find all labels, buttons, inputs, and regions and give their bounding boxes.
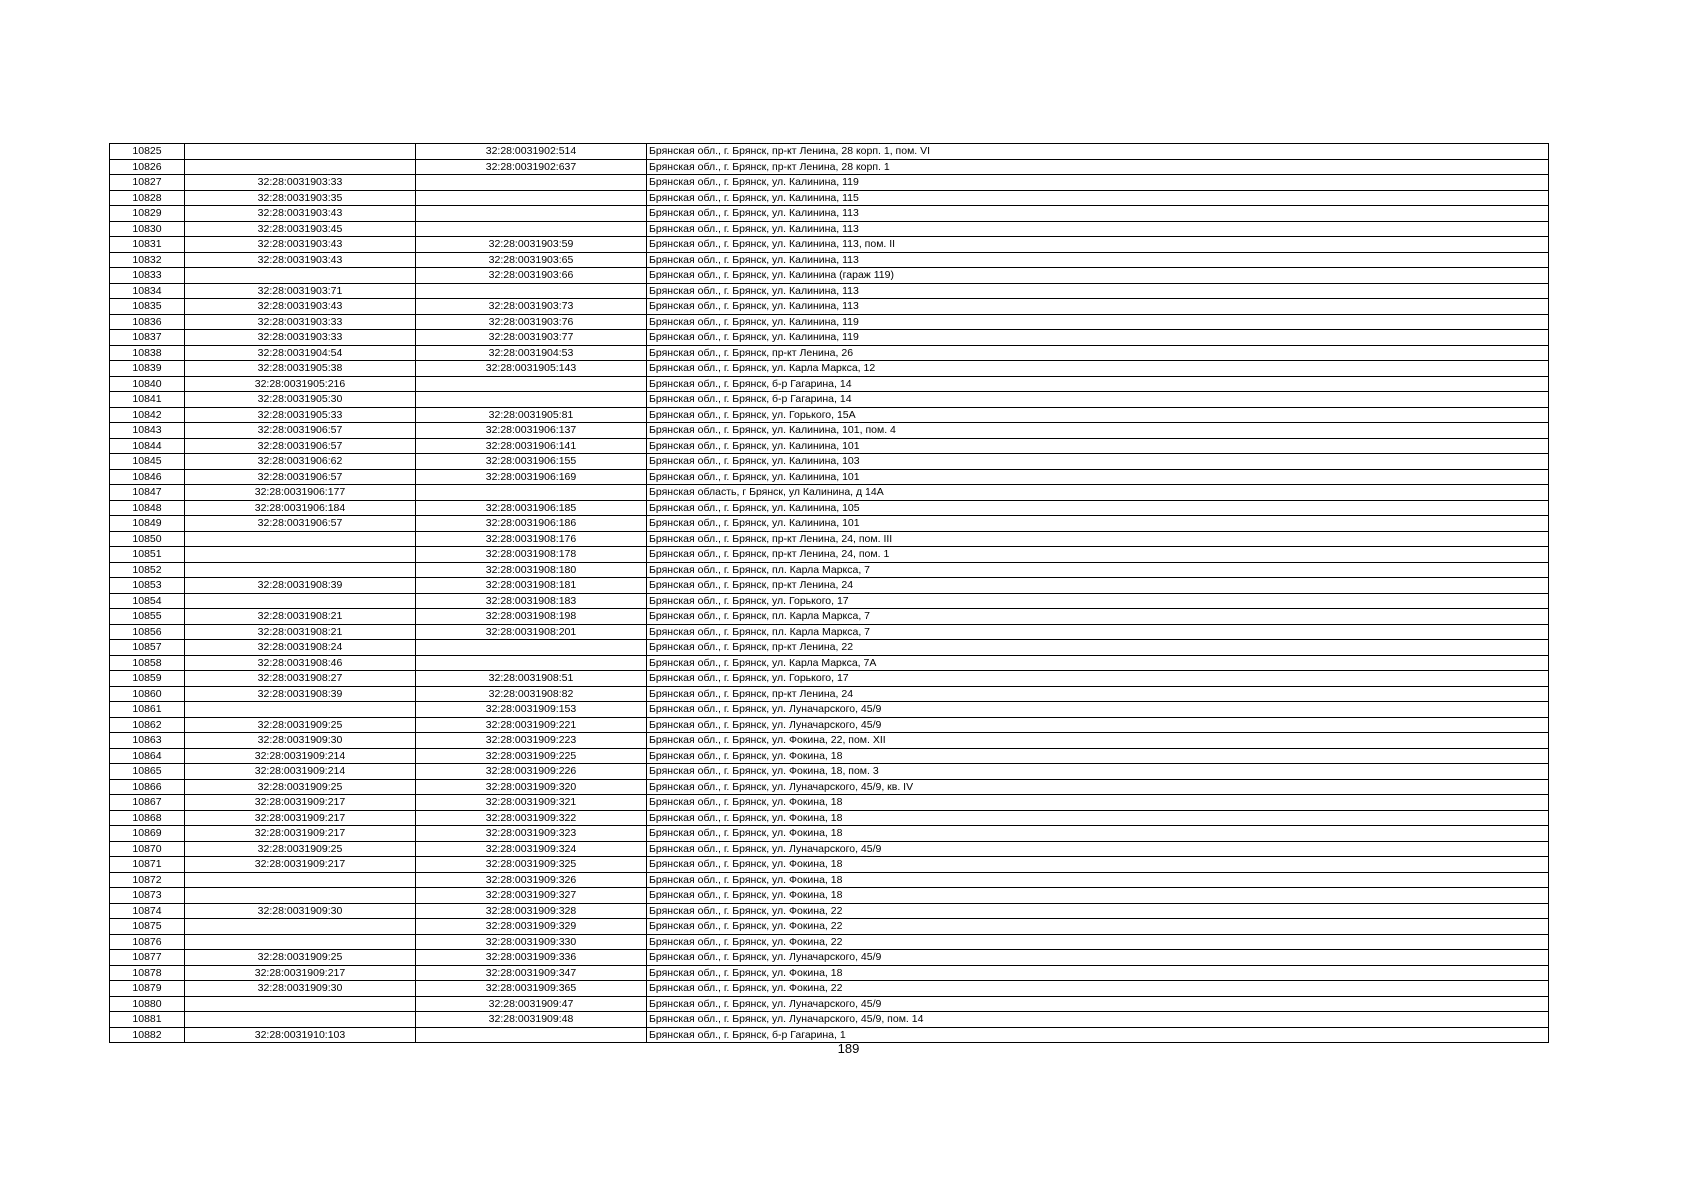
land-cadastral-number-cell: 32:28:0031909:25 [185,950,416,966]
address-cell: Брянская обл., г. Брянск, ул. Калинина, 119 [647,330,1549,346]
table-row [110,779,1549,795]
row-number-cell: 10845 [110,454,185,470]
table-row [110,981,1549,997]
land-cadastral-number-cell: 32:28:0031908:39 [185,686,416,702]
table-row [110,314,1549,330]
address-cell: Брянская обл., г. Брянск, ул. Калинина, 119 [647,314,1549,330]
object-cadastral-number-cell: 32:28:0031906:169 [416,469,647,485]
table-row [110,407,1549,423]
land-cadastral-number-cell: 32:28:0031905:30 [185,392,416,408]
address-cell: Брянская обл., г. Брянск, ул. Фокина, 18 [647,872,1549,888]
address-cell: Брянская обл., г. Брянск, ул. Луначарского, 45/9, пом. 14 [647,1012,1549,1028]
object-cadastral-number-cell: 32:28:0031909:336 [416,950,647,966]
object-cadastral-number-cell: 32:28:0031903:66 [416,268,647,284]
land-cadastral-number-cell: 32:28:0031903:71 [185,283,416,299]
land-cadastral-number-cell: 32:28:0031909:217 [185,857,416,873]
address-cell: Брянская обл., г. Брянск, ул. Калинина (гараж 119) [647,268,1549,284]
object-cadastral-number-cell: 32:28:0031902:637 [416,159,647,175]
table-row [110,764,1549,780]
land-cadastral-number-cell [185,531,416,547]
table-row [110,376,1549,392]
row-number-cell: 10838 [110,345,185,361]
table-row [110,609,1549,625]
object-cadastral-number-cell: 32:28:0031906:186 [416,516,647,532]
address-cell: Брянская обл., г. Брянск, пр-кт Ленина, 24 [647,578,1549,594]
address-cell: Брянская обл., г. Брянск, ул. Фокина, 18 [647,857,1549,873]
land-cadastral-number-cell [185,268,416,284]
object-cadastral-number-cell: 32:28:0031909:221 [416,717,647,733]
address-cell: Брянская обл., г. Брянск, ул. Калинина, 119 [647,175,1549,191]
address-cell: Брянская обл., г. Брянск, ул. Калинина, 113, пом. II [647,237,1549,253]
table-row [110,159,1549,175]
object-cadastral-number-cell: 32:28:0031909:322 [416,810,647,826]
land-cadastral-number-cell: 32:28:0031906:57 [185,438,416,454]
address-cell: Брянская обл., г. Брянск, пр-кт Ленина, 22 [647,640,1549,656]
object-cadastral-number-cell: 32:28:0031909:325 [416,857,647,873]
address-cell: Брянская обл., г. Брянск, ул. Калинина, 101 [647,516,1549,532]
row-number-cell: 10868 [110,810,185,826]
object-cadastral-number-cell: 32:28:0031903:76 [416,314,647,330]
land-cadastral-number-cell: 32:28:0031905:38 [185,361,416,377]
address-cell: Брянская обл., г. Брянск, ул. Фокина, 22 [647,934,1549,950]
table-row [110,624,1549,640]
address-cell: Брянская обл., г. Брянск, ул. Калинина, 105 [647,500,1549,516]
table-row [110,175,1549,191]
table-row [110,237,1549,253]
land-cadastral-number-cell [185,702,416,718]
row-number-cell: 10837 [110,330,185,346]
row-number-cell: 10877 [110,950,185,966]
land-cadastral-number-cell: 32:28:0031909:217 [185,810,416,826]
row-number-cell: 10861 [110,702,185,718]
land-cadastral-number-cell: 32:28:0031906:57 [185,516,416,532]
row-number-cell: 10864 [110,748,185,764]
object-cadastral-number-cell: 32:28:0031909:223 [416,733,647,749]
land-cadastral-number-cell [185,159,416,175]
address-cell: Брянская обл., г. Брянск, ул. Фокина, 18 [647,888,1549,904]
object-cadastral-number-cell: 32:28:0031903:59 [416,237,647,253]
table-row [110,686,1549,702]
object-cadastral-number-cell: 32:28:0031909:329 [416,919,647,935]
land-cadastral-number-cell: 32:28:0031906:57 [185,423,416,439]
object-cadastral-number-cell: 32:28:0031904:53 [416,345,647,361]
land-cadastral-number-cell: 32:28:0031903:33 [185,330,416,346]
row-number-cell: 10862 [110,717,185,733]
address-cell: Брянская обл., г. Брянск, ул. Калинина, 113 [647,299,1549,315]
table-row [110,144,1549,160]
row-number-cell: 10832 [110,252,185,268]
row-number-cell: 10852 [110,562,185,578]
table-row [110,423,1549,439]
address-cell: Брянская обл., г. Брянск, б-р Гагарина, 14 [647,376,1549,392]
land-cadastral-number-cell: 32:28:0031906:62 [185,454,416,470]
table-row [110,299,1549,315]
row-number-cell: 10869 [110,826,185,842]
land-cadastral-number-cell: 32:28:0031908:46 [185,655,416,671]
object-cadastral-number-cell: 32:28:0031909:324 [416,841,647,857]
land-cadastral-number-cell [185,547,416,563]
address-cell: Брянская обл., г. Брянск, ул. Фокина, 18 [647,826,1549,842]
address-cell: Брянская обл., г. Брянск, ул. Калинина, 113 [647,206,1549,222]
row-number-cell: 10847 [110,485,185,501]
table-row [110,810,1549,826]
land-cadastral-number-cell [185,593,416,609]
table-row [110,1012,1549,1028]
table-row [110,268,1549,284]
row-number-cell: 10881 [110,1012,185,1028]
object-cadastral-number-cell: 32:28:0031903:73 [416,299,647,315]
land-cadastral-number-cell [185,562,416,578]
row-number-cell: 10831 [110,237,185,253]
land-cadastral-number-cell: 32:28:0031906:184 [185,500,416,516]
row-number-cell: 10860 [110,686,185,702]
row-number-cell: 10871 [110,857,185,873]
row-number-cell: 10880 [110,996,185,1012]
address-cell: Брянская обл., г. Брянск, ул. Луначарского, 45/9 [647,717,1549,733]
table-row [110,717,1549,733]
object-cadastral-number-cell: 32:28:0031908:51 [416,671,647,687]
address-cell: Брянская обл., г. Брянск, ул. Калинина, 113 [647,221,1549,237]
table-row [110,500,1549,516]
table-row [110,562,1549,578]
address-cell: Брянская обл., г. Брянск, ул. Карла Маркса, 7А [647,655,1549,671]
row-number-cell: 10874 [110,903,185,919]
table-row [110,578,1549,594]
object-cadastral-number-cell: 32:28:0031908:201 [416,624,647,640]
object-cadastral-number-cell [416,221,647,237]
land-cadastral-number-cell: 32:28:0031908:21 [185,609,416,625]
object-cadastral-number-cell [416,655,647,671]
address-cell: Брянская обл., г. Брянск, ул. Фокина, 22 [647,903,1549,919]
row-number-cell: 10828 [110,190,185,206]
object-cadastral-number-cell: 32:28:0031908:180 [416,562,647,578]
land-cadastral-number-cell [185,934,416,950]
address-cell: Брянская обл., г. Брянск, ул. Фокина, 18, пом. 3 [647,764,1549,780]
table-row [110,469,1549,485]
table-row [110,221,1549,237]
object-cadastral-number-cell: 32:28:0031908:183 [416,593,647,609]
object-cadastral-number-cell: 32:28:0031903:77 [416,330,647,346]
row-number-cell: 10835 [110,299,185,315]
object-cadastral-number-cell: 32:28:0031906:137 [416,423,647,439]
address-cell: Брянская обл., г. Брянск, б-р Гагарина, 1 [647,1027,1549,1043]
land-cadastral-number-cell: 32:28:0031908:21 [185,624,416,640]
object-cadastral-number-cell: 32:28:0031908:82 [416,686,647,702]
address-cell: Брянская обл., г. Брянск, пр-кт Ленина, 28 корп. 1 [647,159,1549,175]
row-number-cell: 10876 [110,934,185,950]
land-cadastral-number-cell [185,996,416,1012]
row-number-cell: 10833 [110,268,185,284]
land-cadastral-number-cell: 32:28:0031903:35 [185,190,416,206]
table-row [110,190,1549,206]
address-cell: Брянская обл., г. Брянск, пр-кт Ленина, 26 [647,345,1549,361]
row-number-cell: 10863 [110,733,185,749]
object-cadastral-number-cell: 32:28:0031909:47 [416,996,647,1012]
land-cadastral-number-cell: 32:28:0031909:25 [185,841,416,857]
table-row [110,252,1549,268]
address-cell: Брянская обл., г. Брянск, ул. Луначарского, 45/9 [647,950,1549,966]
row-number-cell: 10843 [110,423,185,439]
object-cadastral-number-cell [416,283,647,299]
object-cadastral-number-cell: 32:28:0031908:198 [416,609,647,625]
land-cadastral-number-cell: 32:28:0031903:43 [185,206,416,222]
land-cadastral-number-cell [185,872,416,888]
object-cadastral-number-cell: 32:28:0031908:178 [416,547,647,563]
row-number-cell: 10866 [110,779,185,795]
object-cadastral-number-cell: 32:28:0031909:327 [416,888,647,904]
address-cell: Брянская обл., г. Брянск, ул. Луначарского, 45/9 [647,996,1549,1012]
table-row [110,748,1549,764]
land-cadastral-number-cell: 32:28:0031909:30 [185,903,416,919]
object-cadastral-number-cell: 32:28:0031909:328 [416,903,647,919]
table-row [110,516,1549,532]
address-cell: Брянская обл., г. Брянск, ул. Фокина, 18 [647,748,1549,764]
table-row [110,640,1549,656]
address-cell: Брянская обл., г. Брянск, ул. Фокина, 18 [647,795,1549,811]
land-cadastral-number-cell: 32:28:0031909:214 [185,748,416,764]
address-cell: Брянская обл., г. Брянск, ул. Горького, 17 [647,671,1549,687]
object-cadastral-number-cell [416,640,647,656]
row-number-cell: 10846 [110,469,185,485]
object-cadastral-number-cell: 32:28:0031909:365 [416,981,647,997]
land-cadastral-number-cell: 32:28:0031904:54 [185,345,416,361]
row-number-cell: 10830 [110,221,185,237]
row-number-cell: 10875 [110,919,185,935]
object-cadastral-number-cell: 32:28:0031909:347 [416,965,647,981]
table-row [110,206,1549,222]
land-cadastral-number-cell: 32:28:0031909:217 [185,795,416,811]
table-row [110,438,1549,454]
land-cadastral-number-cell [185,888,416,904]
land-cadastral-number-cell: 32:28:0031908:24 [185,640,416,656]
address-cell: Брянская обл., г. Брянск, пр-кт Ленина, 24, пом. III [647,531,1549,547]
row-number-cell: 10844 [110,438,185,454]
row-number-cell: 10855 [110,609,185,625]
address-cell: Брянская область, г Брянск, ул Калинина, д 14А [647,485,1549,501]
table-row [110,345,1549,361]
table-row [110,485,1549,501]
address-cell: Брянская обл., г. Брянск, ул. Фокина, 22, пом. XII [647,733,1549,749]
row-number-cell: 10879 [110,981,185,997]
table-row [110,671,1549,687]
land-cadastral-number-cell: 32:28:0031903:45 [185,221,416,237]
land-cadastral-number-cell: 32:28:0031909:25 [185,779,416,795]
object-cadastral-number-cell [416,376,647,392]
land-cadastral-number-cell: 32:28:0031905:33 [185,407,416,423]
row-number-cell: 10842 [110,407,185,423]
land-cadastral-number-cell: 32:28:0031909:25 [185,717,416,733]
row-number-cell: 10829 [110,206,185,222]
row-number-cell: 10827 [110,175,185,191]
land-cadastral-number-cell: 32:28:0031909:30 [185,733,416,749]
address-cell: Брянская обл., г. Брянск, пл. Карла Маркса, 7 [647,609,1549,625]
row-number-cell: 10834 [110,283,185,299]
land-cadastral-number-cell [185,144,416,160]
row-number-cell: 10849 [110,516,185,532]
row-number-cell: 10873 [110,888,185,904]
object-cadastral-number-cell: 32:28:0031906:141 [416,438,647,454]
object-cadastral-number-cell [416,485,647,501]
row-number-cell: 10841 [110,392,185,408]
registry-table-body [110,144,1549,1043]
object-cadastral-number-cell [416,206,647,222]
land-cadastral-number-cell [185,919,416,935]
table-row [110,965,1549,981]
row-number-cell: 10853 [110,578,185,594]
row-number-cell: 10878 [110,965,185,981]
address-cell: Брянская обл., г. Брянск, ул. Калинина, 113 [647,252,1549,268]
row-number-cell: 10854 [110,593,185,609]
land-cadastral-number-cell: 32:28:0031903:43 [185,299,416,315]
table-row [110,330,1549,346]
object-cadastral-number-cell: 32:28:0031902:514 [416,144,647,160]
address-cell: Брянская обл., г. Брянск, ул. Луначарского, 45/9 [647,702,1549,718]
table-row [110,733,1549,749]
object-cadastral-number-cell: 32:28:0031906:185 [416,500,647,516]
address-cell: Брянская обл., г. Брянск, б-р Гагарина, 14 [647,392,1549,408]
land-cadastral-number-cell: 32:28:0031903:33 [185,314,416,330]
object-cadastral-number-cell [416,392,647,408]
land-cadastral-number-cell: 32:28:0031908:39 [185,578,416,594]
land-cadastral-number-cell: 32:28:0031903:43 [185,252,416,268]
object-cadastral-number-cell: 32:28:0031909:48 [416,1012,647,1028]
row-number-cell: 10865 [110,764,185,780]
row-number-cell: 10851 [110,547,185,563]
row-number-cell: 10856 [110,624,185,640]
table-row [110,702,1549,718]
address-cell: Брянская обл., г. Брянск, ул. Фокина, 18 [647,965,1549,981]
object-cadastral-number-cell: 32:28:0031909:321 [416,795,647,811]
row-number-cell: 10826 [110,159,185,175]
object-cadastral-number-cell: 32:28:0031903:65 [416,252,647,268]
object-cadastral-number-cell [416,175,647,191]
object-cadastral-number-cell: 32:28:0031909:226 [416,764,647,780]
object-cadastral-number-cell: 32:28:0031909:153 [416,702,647,718]
object-cadastral-number-cell: 32:28:0031909:323 [416,826,647,842]
address-cell: Брянская обл., г. Брянск, пр-кт Ленина, 28 корп. 1, пом. VI [647,144,1549,160]
land-cadastral-number-cell: 32:28:0031910:103 [185,1027,416,1043]
address-cell: Брянская обл., г. Брянск, ул. Фокина, 18 [647,810,1549,826]
row-number-cell: 10836 [110,314,185,330]
land-cadastral-number-cell: 32:28:0031903:43 [185,237,416,253]
land-cadastral-number-cell: 32:28:0031909:30 [185,981,416,997]
row-number-cell: 10848 [110,500,185,516]
address-cell: Брянская обл., г. Брянск, ул. Калинина, 103 [647,454,1549,470]
object-cadastral-number-cell: 32:28:0031906:155 [416,454,647,470]
address-cell: Брянская обл., г. Брянск, пл. Карла Маркса, 7 [647,624,1549,640]
object-cadastral-number-cell: 32:28:0031908:176 [416,531,647,547]
row-number-cell: 10840 [110,376,185,392]
address-cell: Брянская обл., г. Брянск, ул. Калинина, 115 [647,190,1549,206]
table-row [110,454,1549,470]
land-cadastral-number-cell [185,1012,416,1028]
table-row [110,903,1549,919]
object-cadastral-number-cell: 32:28:0031905:81 [416,407,647,423]
table-row [110,950,1549,966]
address-cell: Брянская обл., г. Брянск, пр-кт Ленина, 24 [647,686,1549,702]
object-cadastral-number-cell: 32:28:0031909:326 [416,872,647,888]
land-cadastral-number-cell: 32:28:0031906:57 [185,469,416,485]
address-cell: Брянская обл., г. Брянск, ул. Фокина, 22 [647,981,1549,997]
table-row [110,841,1549,857]
address-cell: Брянская обл., г. Брянск, ул. Карла Маркса, 12 [647,361,1549,377]
table-row [110,857,1549,873]
table-row [110,934,1549,950]
row-number-cell: 10870 [110,841,185,857]
row-number-cell: 10882 [110,1027,185,1043]
address-cell: Брянская обл., г. Брянск, ул. Горького, 15А [647,407,1549,423]
object-cadastral-number-cell: 32:28:0031909:330 [416,934,647,950]
row-number-cell: 10867 [110,795,185,811]
table-row [110,547,1549,563]
address-cell: Брянская обл., г. Брянск, ул. Горького, 17 [647,593,1549,609]
table-row [110,655,1549,671]
row-number-cell: 10825 [110,144,185,160]
land-cadastral-number-cell: 32:28:0031903:33 [185,175,416,191]
object-cadastral-number-cell: 32:28:0031908:181 [416,578,647,594]
address-cell: Брянская обл., г. Брянск, ул. Луначарского, 45/9, кв. IV [647,779,1549,795]
table-row [110,283,1549,299]
table-row [110,531,1549,547]
address-cell: Брянская обл., г. Брянск, ул. Фокина, 22 [647,919,1549,935]
table-row [110,996,1549,1012]
table-row [110,361,1549,377]
table-row [110,392,1549,408]
row-number-cell: 10859 [110,671,185,687]
land-cadastral-number-cell: 32:28:0031909:217 [185,826,416,842]
land-cadastral-number-cell: 32:28:0031909:214 [185,764,416,780]
object-cadastral-number-cell: 32:28:0031909:225 [416,748,647,764]
row-number-cell: 10857 [110,640,185,656]
row-number-cell: 10850 [110,531,185,547]
table-row [110,919,1549,935]
land-cadastral-number-cell: 32:28:0031906:177 [185,485,416,501]
object-cadastral-number-cell [416,190,647,206]
row-number-cell: 10872 [110,872,185,888]
table-row [110,593,1549,609]
land-cadastral-number-cell: 32:28:0031908:27 [185,671,416,687]
registry-table [109,143,1549,1043]
land-cadastral-number-cell: 32:28:0031909:217 [185,965,416,981]
page-number: 189 [837,1041,860,1056]
table-row [110,872,1549,888]
row-number-cell: 10858 [110,655,185,671]
address-cell: Брянская обл., г. Брянск, ул. Калинина, 101 [647,469,1549,485]
table-row [110,795,1549,811]
row-number-cell: 10839 [110,361,185,377]
table-row [110,888,1549,904]
address-cell: Брянская обл., г. Брянск, пл. Карла Маркса, 7 [647,562,1549,578]
address-cell: Брянская обл., г. Брянск, ул. Калинина, 101, пом. 4 [647,423,1549,439]
object-cadastral-number-cell: 32:28:0031909:320 [416,779,647,795]
address-cell: Брянская обл., г. Брянск, ул. Калинина, 101 [647,438,1549,454]
table-row [110,826,1549,842]
address-cell: Брянская обл., г. Брянск, ул. Калинина, 113 [647,283,1549,299]
address-cell: Брянская обл., г. Брянск, ул. Луначарского, 45/9 [647,841,1549,857]
object-cadastral-number-cell: 32:28:0031905:143 [416,361,647,377]
land-cadastral-number-cell: 32:28:0031905:216 [185,376,416,392]
address-cell: Брянская обл., г. Брянск, пр-кт Ленина, 24, пом. 1 [647,547,1549,563]
